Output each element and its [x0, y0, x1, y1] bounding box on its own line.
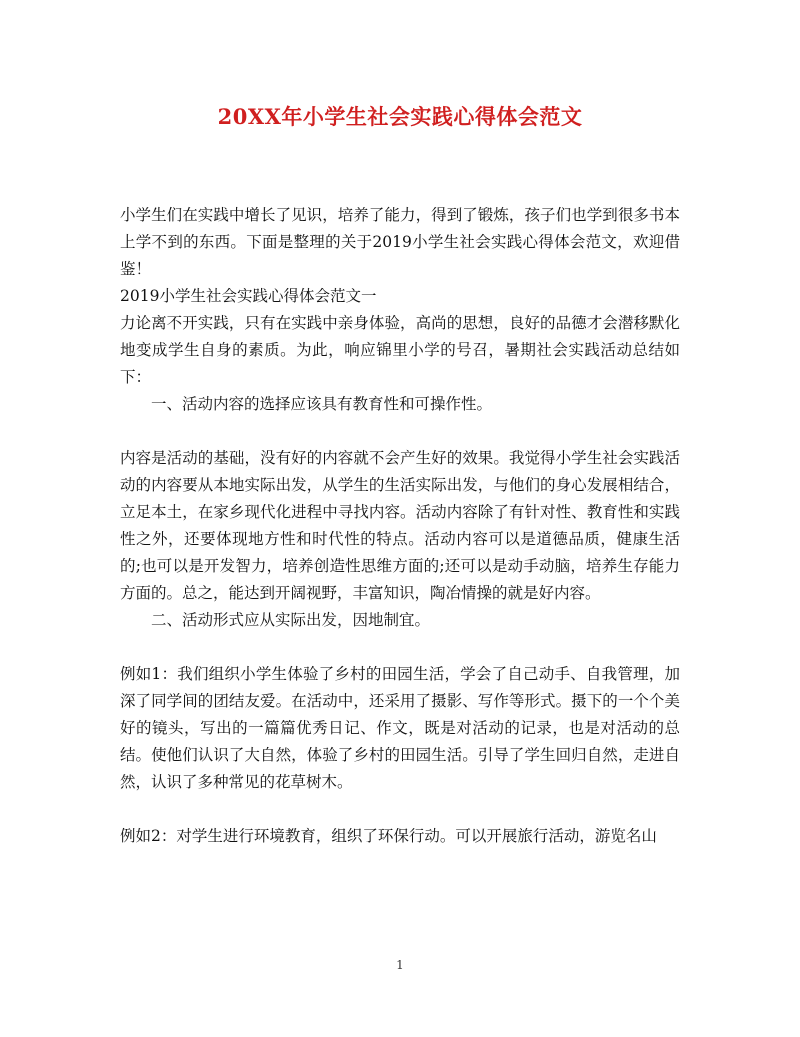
- example-two-paragraph: 例如2：对学生进行环境教育，组织了环保行动。可以开展旅行活动，游览名山: [120, 827, 657, 845]
- paragraph-gap: [120, 796, 680, 823]
- paragraph-gap: [120, 634, 680, 661]
- section-heading: 2019小学生社会实践心得体会范文一: [120, 287, 377, 305]
- document-body: [120, 202, 680, 850]
- intro-paragraph: 小学生们在实践中增长了见识，培养了能力，得到了锻炼，孩子们也学到很多书本上学不到的东西。下面是整理的关于2019小学生社会实践心得体会范文，欢迎借鉴！: [120, 206, 680, 278]
- subheading-one: 一、活动内容的选择应该具有教育性和可操作性。: [151, 395, 493, 413]
- page-number: 1: [396, 958, 404, 972]
- example-one-paragraph: 例如1：我们组织小学生体验了乡村的田园生活，学会了自己动手、自我管理，加深了同学间的团结友爱。在活动中，还采用了摄影、写作等形式。摄下的一个个美好的镜头，写出的一篇篇优秀日记、作文，既是对活动的记录，也是对活动的总结。使他们认识了大自然，体验了乡村的田园生活。引导了学生回归自然，走进自然，认识了多种常见的花草树木。: [120, 665, 680, 791]
- paragraph: 内容是活动的基础，没有好的内容就不会产生好的效果。我觉得小学生社会实践活动的内容要从本地实际出发，从学生的生活实际出发，与他们的身心发展相结合，立足本土，在家乡现代化进程中寻找内容。活动内容除了有针对性、教育性和实践性之外，还要体现地方性和时代性的特点。活动内容可以是道德品质，健康生活的;也可以是开发智力，培养创造性思维方面的;还可以是动手动脑，培养生存能力方面的。总之，能达到开阔视野，丰富知识，陶冶情操的就是好内容。: [120, 449, 680, 602]
- paragraph-gap: [120, 418, 680, 445]
- subheading-two: 二、活动形式应从实际出发，因地制宜。: [151, 611, 431, 629]
- paragraph: 力论离不开实践，只有在实践中亲身体验，高尚的思想，良好的品德才会潜移默化地变成学生自身的素质。为此，响应锦里小学的号召，暑期社会实践活动总结如下：: [120, 314, 680, 386]
- document-title: 20XX年小学生社会实践心得体会范文: [217, 104, 583, 129]
